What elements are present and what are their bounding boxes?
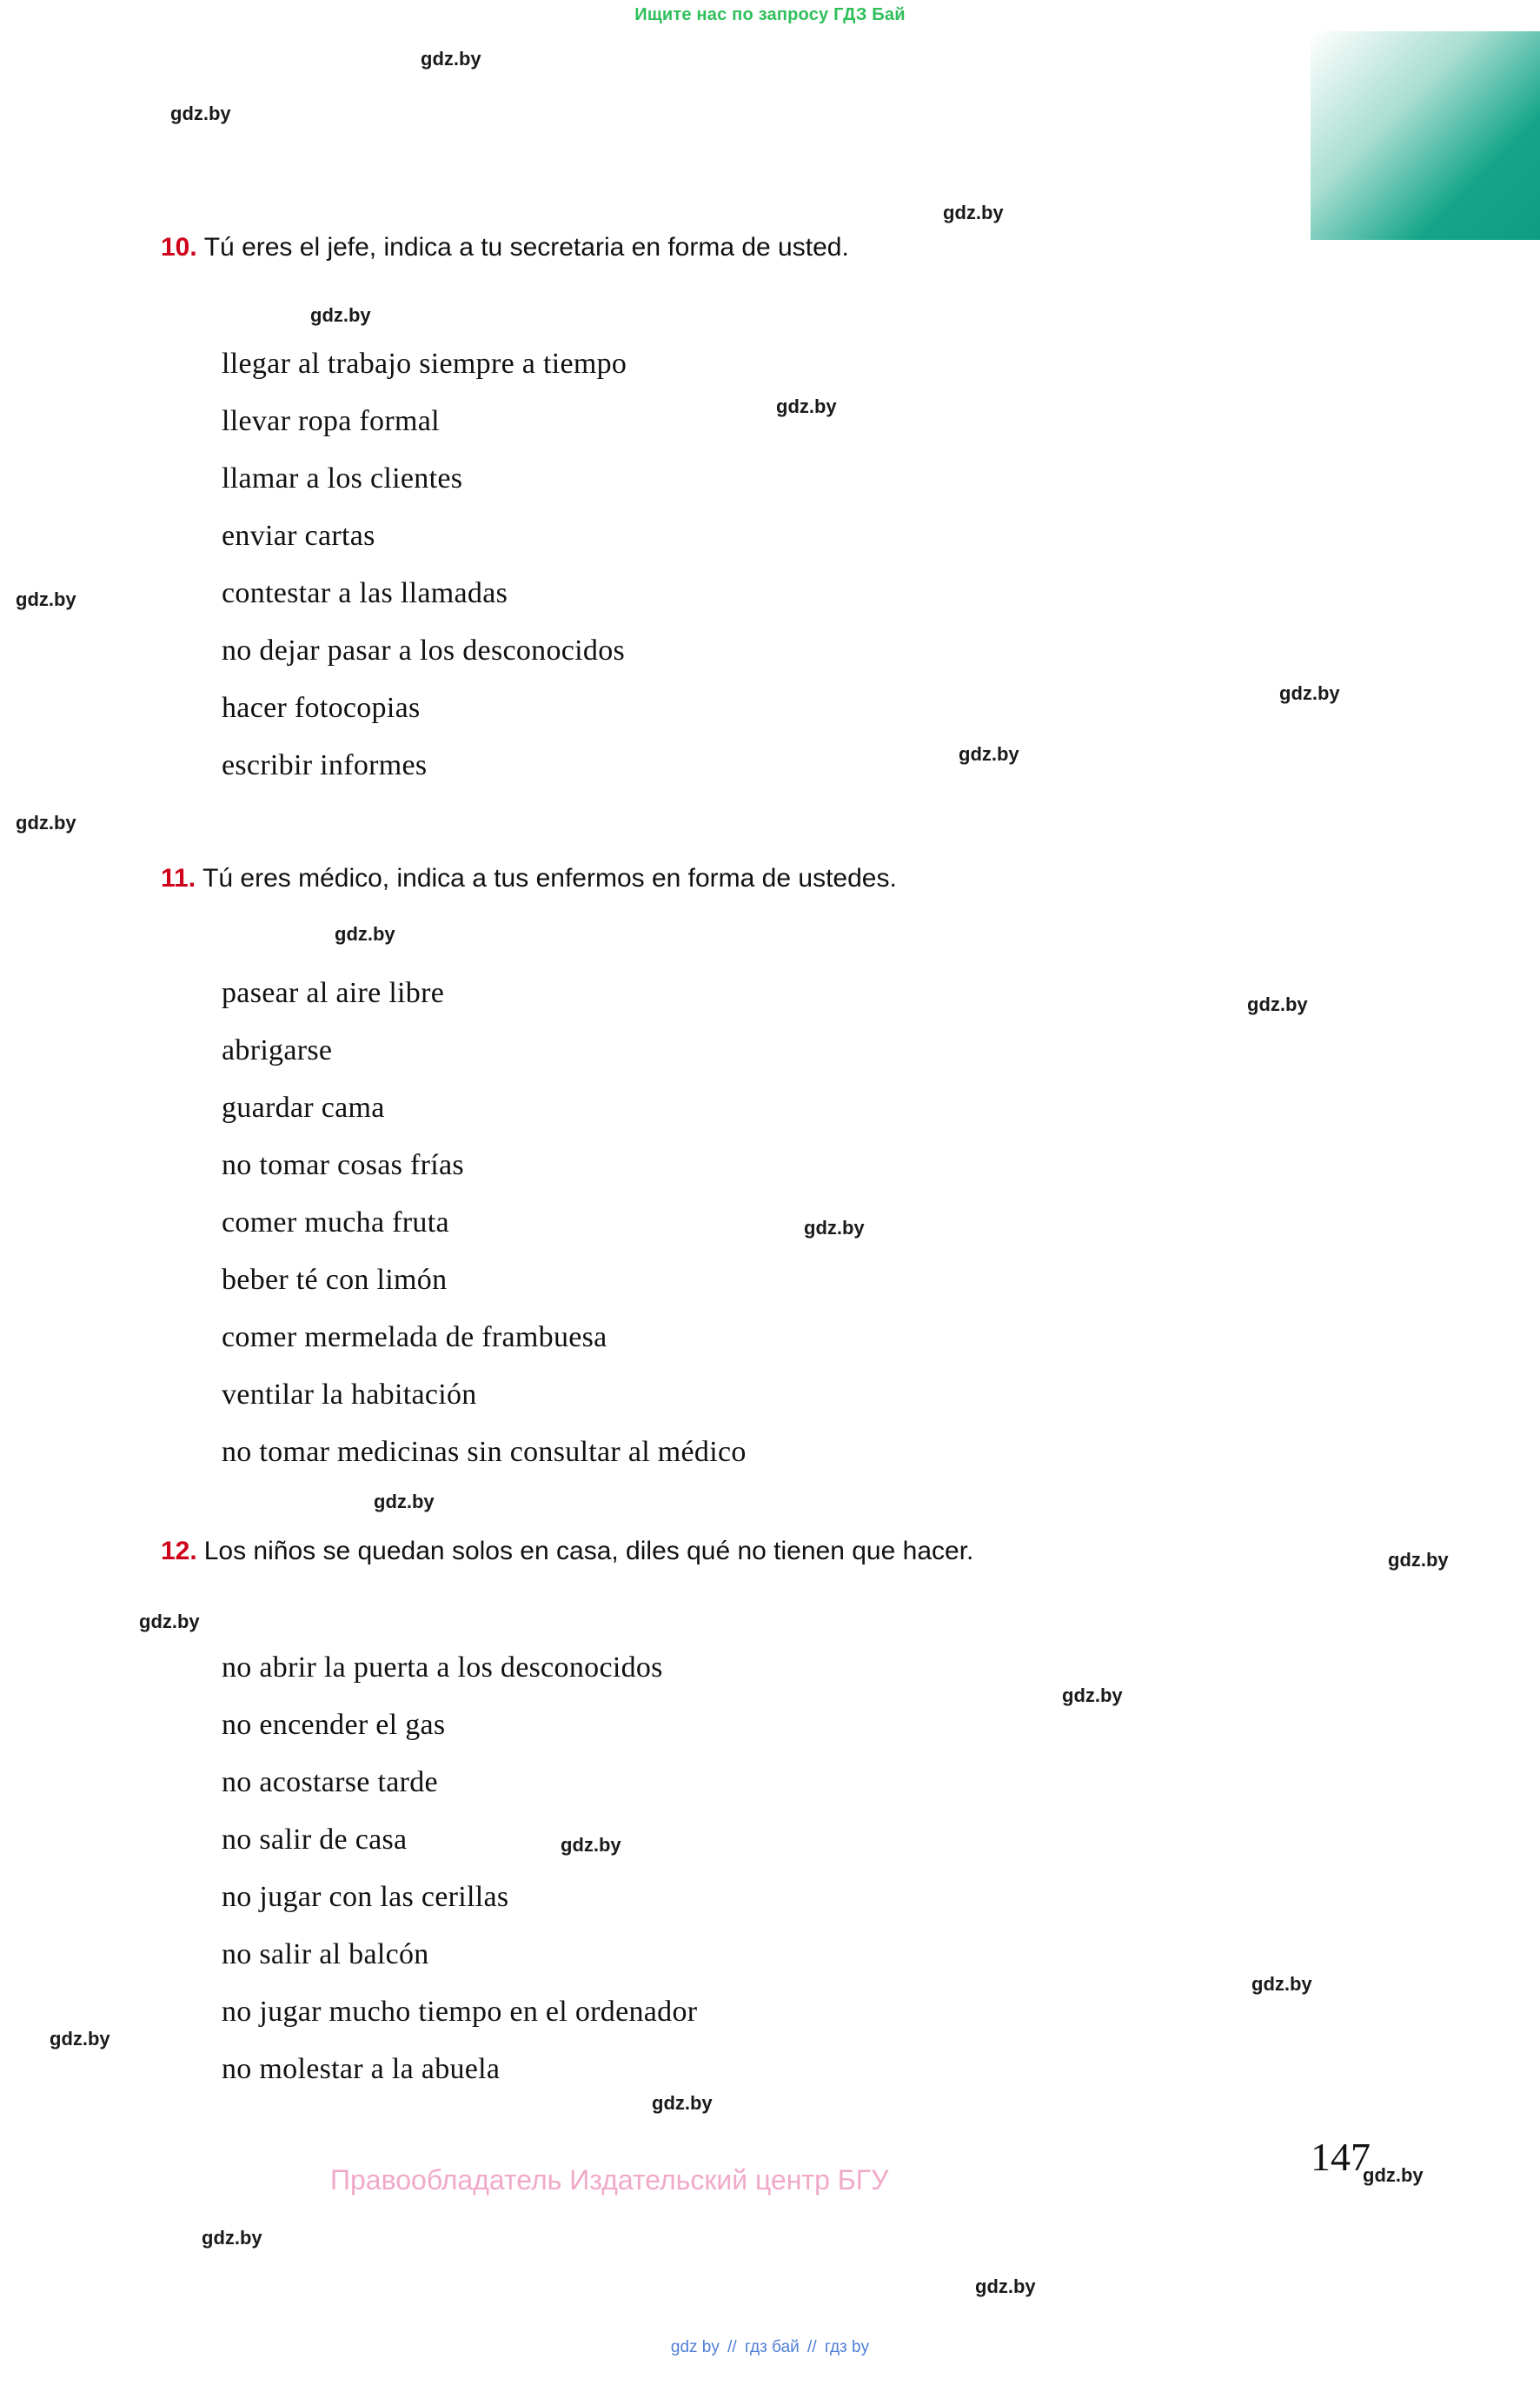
list-item: comer mermelada de frambuesa	[222, 1321, 607, 1353]
watermark-13: gdz.by	[1388, 1549, 1449, 1571]
list-item: no abrir la puerta a los desconocidos	[222, 1651, 663, 1684]
copyright-notice: Правообладатель Издательский центр БГУ	[330, 2164, 889, 2196]
list-item: guardar cama	[222, 1092, 385, 1124]
watermark-0: gdz.by	[421, 48, 481, 70]
watermark-22: gdz.by	[975, 2275, 1036, 2297]
decorative-gradient-block	[1311, 31, 1540, 240]
list-item: no acostarse tarde	[222, 1766, 438, 1798]
exercise-12-list	[222, 1639, 697, 2098]
exercise-10-list	[222, 335, 627, 794]
list-item: beber té con limón	[222, 1264, 448, 1296]
exercise-10-prompt: Tú eres el jefe, indica a tu secretaria en forma de usted.	[203, 233, 849, 262]
watermark-16: gdz.by	[561, 1834, 621, 1856]
list-item: llegar al trabajo siempre a tiempo	[222, 348, 627, 380]
list-item: llevar ropa formal	[222, 405, 440, 437]
bottom-links[interactable]	[0, 2338, 1540, 2357]
list-item: no jugar con las cerillas	[222, 1881, 509, 1913]
bottom-link-3[interactable]: гдз by	[824, 2338, 870, 2356]
exercise-11-header	[161, 864, 897, 894]
list-item: no molestar a la abuela	[222, 2053, 501, 2085]
watermark-21: gdz.by	[202, 2227, 262, 2249]
list-item: no salir de casa	[222, 1824, 408, 1856]
bottom-link-sep-2: //	[807, 2338, 817, 2356]
watermark-5: gdz.by	[16, 588, 76, 610]
exercise-10-header	[161, 233, 849, 262]
bottom-link-1[interactable]: gdz by	[670, 2338, 720, 2356]
list-item: contestar a las llamadas	[222, 577, 508, 609]
list-item: no jugar mucho tiempo en el ordenador	[222, 1996, 698, 2028]
watermark-15: gdz.by	[1062, 1684, 1123, 1706]
watermark-4: gdz.by	[776, 395, 837, 417]
watermark-3: gdz.by	[310, 304, 371, 326]
watermark-11: gdz.by	[804, 1217, 865, 1239]
exercise-12-prompt: Los niños se quedan solos en casa, diles qué no tienen que hacer.	[203, 1537, 974, 1565]
exercise-11-number: 11.	[161, 864, 196, 893]
list-item: pasear al aire libre	[222, 977, 445, 1009]
exercise-12-number: 12.	[161, 1537, 197, 1565]
watermark-14: gdz.by	[139, 1611, 200, 1632]
watermark-18: gdz.by	[50, 2028, 110, 2050]
watermark-9: gdz.by	[335, 923, 395, 945]
watermark-17: gdz.by	[1251, 1973, 1312, 1995]
exercise-11-list	[222, 965, 747, 1481]
watermark-10: gdz.by	[1247, 993, 1308, 1015]
list-item: no tomar medicinas sin consultar al médico	[222, 1436, 747, 1468]
watermark-7: gdz.by	[959, 743, 1019, 765]
list-item: llamar a los clientes	[222, 462, 463, 495]
watermark-12: gdz.by	[374, 1491, 435, 1512]
exercise-11-prompt: Tú eres médico, indica a tus enfermos en forma de ustedes.	[202, 864, 897, 893]
list-item: comer mucha fruta	[222, 1206, 449, 1239]
list-item: abrigarse	[222, 1034, 333, 1066]
watermark-6: gdz.by	[1279, 682, 1340, 704]
list-item: no dejar pasar a los desconocidos	[222, 634, 626, 667]
watermark-19: gdz.by	[652, 2092, 713, 2114]
exercise-10-number: 10.	[161, 233, 197, 262]
list-item: hacer fotocopias	[222, 692, 421, 724]
list-item: no salir al balcón	[222, 1938, 429, 1970]
exercise-12-header	[161, 1537, 973, 1566]
page-number: 147	[1311, 2135, 1371, 2179]
bottom-link-2[interactable]: гдз бай	[744, 2338, 800, 2356]
list-item: escribir informes	[222, 749, 428, 781]
bottom-link-sep-1: //	[727, 2338, 737, 2356]
watermark-2: gdz.by	[943, 202, 1004, 223]
list-item: enviar cartas	[222, 520, 375, 552]
watermark-8: gdz.by	[16, 812, 76, 834]
list-item: no encender el gas	[222, 1709, 446, 1741]
promo-banner: Ищите нас по запросу ГДЗ Бай	[634, 5, 906, 24]
list-item: no tomar cosas frías	[222, 1149, 464, 1181]
list-item: ventilar la habitación	[222, 1379, 477, 1411]
watermark-1: gdz.by	[170, 103, 231, 124]
watermark-20: gdz.by	[1363, 2164, 1424, 2186]
